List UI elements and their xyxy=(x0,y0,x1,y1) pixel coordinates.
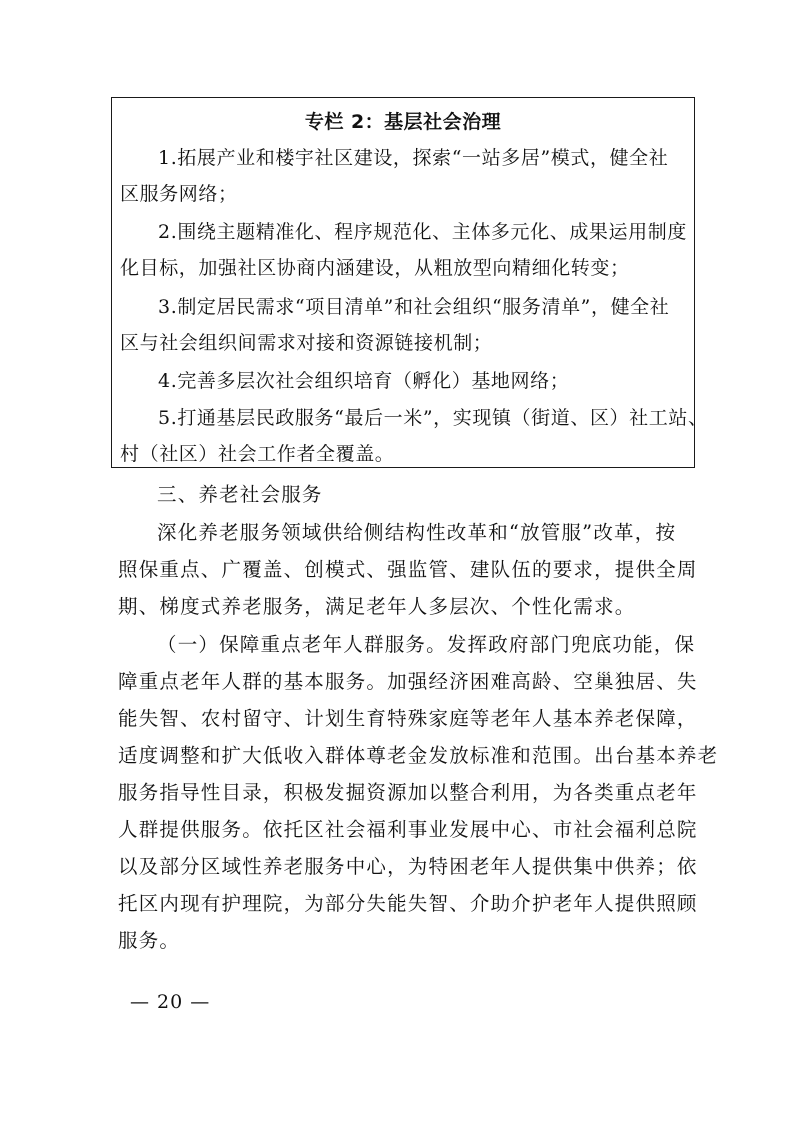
para1-line-2: 照保重点、广覆盖、创模式、强监管、建队伍的要求，提供全周 xyxy=(118,558,698,581)
para2-line-5: 服务指导性目录，积极发掘资源加以整合利用，为各类重点老年 xyxy=(118,781,698,804)
para2-line-6: 人群提供服务。依托区社会福利事业发展中心、市社会福利总院 xyxy=(118,818,698,841)
para2-line-4: 适度调整和扩大低收入群体尊老金发放标准和范围。出台基本养老 xyxy=(118,744,719,767)
special-column-box xyxy=(111,97,708,468)
box-item-2-line-2: 化目标，加强社区协商内涵建设，从粗放型向精细化转变； xyxy=(120,257,630,279)
box-title: 专栏 2：基层社会治理 xyxy=(304,111,502,133)
section-heading: 三、养老社会服务 xyxy=(157,483,323,506)
para1-line-3: 期、梯度式养老服务，满足老年人多层次、个性化需求。 xyxy=(118,595,636,618)
box-item-1-line-1: 1.拓展产业和楼宇社区建设，探索“一站多居”模式，健全社 xyxy=(158,147,669,169)
para2-line-1-rest: 发挥政府部门兜底功能，保 xyxy=(446,633,696,656)
box-item-2-line-1: 2.围绕主题精准化、程序规范化、主体多元化、成果运用制度 xyxy=(158,221,687,243)
box-item-3-line-1: 3.制定居民需求“项目清单”和社会组织“服务清单”，健全社 xyxy=(158,296,670,318)
box-item-4-line-1: 4.完善多层次社会组织培育（孵化）基地网络； xyxy=(158,370,570,392)
para2-line-7: 以及部分区域性养老服务中心，为特困老年人提供集中供养；依 xyxy=(118,855,698,878)
para2-line-8: 托区内现有护理院，为部分失能失智、介助介护老年人提供照顾 xyxy=(118,892,698,915)
box-item-1-line-2: 区服务网络； xyxy=(120,183,238,205)
para2-line-1 xyxy=(157,631,695,659)
para2-line-2: 障重点老年人群的基本服务。加强经济困难高龄、空巢独居、失 xyxy=(118,670,698,693)
para1-line-1: 深化养老服务领域供给侧结构性改革和“放管服”改革，按 xyxy=(157,521,677,544)
box-item-3-line-2: 区与社会组织间需求对接和资源链接机制； xyxy=(120,332,493,354)
para2-line-9: 服务。 xyxy=(118,929,181,952)
box-item-5-line-2: 村（社区）社会工作者全覆盖。 xyxy=(120,443,395,465)
page-number: — 20 — xyxy=(130,991,211,1013)
para2-subheading: （一）保障重点老年人群服务。 xyxy=(157,633,447,656)
box-item-5-line-1: 5.打通基层民政服务“最后一米”，实现镇（街道、区）社工站、 xyxy=(158,407,708,429)
para2-line-3: 能失智、农村留守、计划生育特殊家庭等老年人基本养老保障， xyxy=(118,707,698,730)
